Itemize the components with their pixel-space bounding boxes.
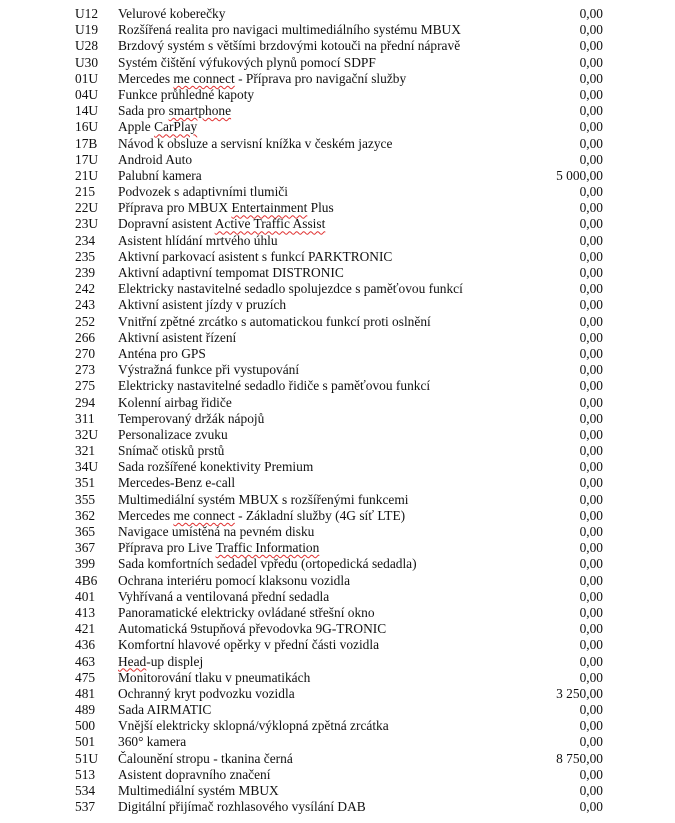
option-description: Aktivní adaptivní tempomat DISTRONIC xyxy=(118,265,344,280)
option-code: 242 xyxy=(75,281,96,297)
equipment-row xyxy=(0,524,675,540)
option-description: Vyhřívaná a ventilovaná přední sedadla xyxy=(118,588,330,604)
equipment-row xyxy=(0,168,675,184)
equipment-row xyxy=(0,751,675,767)
option-price: 0,00 xyxy=(579,718,603,734)
option-code: 17B xyxy=(75,135,98,151)
option-code: 401 xyxy=(75,588,96,604)
equipment-row xyxy=(0,395,675,411)
option-description: Elektricky nastavitelné sedadlo řidiče s paměťovou funkcí xyxy=(118,378,431,394)
option-description: Funkce průhledné kapoty xyxy=(118,86,255,102)
option-description: Head-up displej xyxy=(118,653,204,669)
option-price: 0,00 xyxy=(579,22,603,38)
option-price: 0,00 xyxy=(579,265,603,280)
option-code: 500 xyxy=(75,718,96,734)
spellcheck-flag: Entertainment xyxy=(231,200,308,216)
option-description: Kolenní airbag řidiče xyxy=(118,394,232,410)
option-code: 215 xyxy=(75,184,96,200)
option-description: Vnější elektricky sklopná/výklopná zpětná zrcátka xyxy=(118,718,389,734)
equipment-row xyxy=(0,686,675,702)
option-description: Výstražná funkce při vystupování xyxy=(118,362,300,378)
option-code: 311 xyxy=(75,410,95,426)
option-price: 5 000,00 xyxy=(556,167,603,183)
option-description: Anténa pro GPS xyxy=(118,345,206,361)
option-code: 01U xyxy=(75,70,99,86)
option-price: 0,00 xyxy=(579,281,603,297)
option-price: 0,00 xyxy=(579,70,603,86)
option-price: 0,00 xyxy=(579,313,603,329)
option-price: 0,00 xyxy=(579,184,603,200)
equipment-row xyxy=(0,540,675,556)
option-price: 0,00 xyxy=(579,653,603,669)
option-description: Multimediální systém MBUX xyxy=(118,783,279,798)
option-price: 0,00 xyxy=(579,297,603,313)
option-price: 0,00 xyxy=(579,6,603,21)
equipment-row xyxy=(0,330,675,346)
equipment-row xyxy=(0,637,675,653)
option-code: 501 xyxy=(75,734,96,750)
equipment-row xyxy=(0,670,675,686)
option-price: 0,00 xyxy=(579,232,603,248)
option-description: Elektricky nastavitelné sedadlo spolujezdce s paměťovou funkcí xyxy=(118,281,463,297)
equipment-row xyxy=(0,605,675,621)
option-code: 239 xyxy=(75,265,96,280)
equipment-row xyxy=(0,71,675,87)
option-code: 22U xyxy=(75,200,99,216)
option-code: 23U xyxy=(75,216,99,232)
equipment-row xyxy=(0,136,675,152)
option-code: 252 xyxy=(75,313,96,329)
equipment-row xyxy=(0,362,675,378)
option-code: U19 xyxy=(75,22,99,38)
spellcheck-flag: me connect xyxy=(173,70,235,86)
option-price: 8 750,00 xyxy=(556,750,603,766)
equipment-row xyxy=(0,734,675,750)
option-description: Mercedes me connect - Základní služby (4G síť LTE) xyxy=(118,507,406,523)
equipment-row xyxy=(0,103,675,119)
option-price: 0,00 xyxy=(579,345,603,361)
option-price: 0,00 xyxy=(579,119,603,135)
equipment-row xyxy=(0,718,675,734)
option-code: 362 xyxy=(75,507,96,523)
option-code: 436 xyxy=(75,637,96,653)
equipment-row xyxy=(0,216,675,232)
option-description: Podvozek s adaptivními tlumiči xyxy=(118,184,288,200)
equipment-row xyxy=(0,38,675,54)
equipment-row xyxy=(0,184,675,200)
option-price: 0,00 xyxy=(579,621,603,637)
option-price: 0,00 xyxy=(579,362,603,378)
option-code: U28 xyxy=(75,38,99,54)
option-code: 399 xyxy=(75,556,96,572)
option-price: 3 250,00 xyxy=(556,685,603,701)
option-code: 475 xyxy=(75,669,96,685)
option-code: 273 xyxy=(75,362,96,378)
option-price: 0,00 xyxy=(579,329,603,345)
option-price: 0,00 xyxy=(579,103,603,119)
option-description: Palubní kamera xyxy=(118,167,202,183)
option-description: Komfortní hlavové opěrky v přední části vozidla xyxy=(118,637,380,653)
equipment-row xyxy=(0,492,675,508)
option-price: 0,00 xyxy=(579,766,603,782)
option-description: Sada AIRMATIC xyxy=(118,702,212,718)
option-price: 0,00 xyxy=(579,783,603,798)
option-description: Příprava pro MBUX Entertainment Plus xyxy=(118,200,334,216)
option-code: 481 xyxy=(75,685,96,701)
option-price: 0,00 xyxy=(579,556,603,572)
option-code: 243 xyxy=(75,297,96,313)
option-price: 0,00 xyxy=(579,507,603,523)
option-description: Brzdový systém s většími brzdovými kotouči na přední nápravě xyxy=(118,38,461,54)
option-price: 0,00 xyxy=(579,200,603,216)
option-code: 367 xyxy=(75,540,96,556)
option-code: 534 xyxy=(75,783,96,798)
option-price: 0,00 xyxy=(579,491,603,507)
option-code: 17U xyxy=(75,151,99,167)
option-description: Automatická 9stupňová převodovka 9G-TRONIC xyxy=(118,621,387,637)
option-price: 0,00 xyxy=(579,443,603,459)
option-description: Aktivní asistent řízení xyxy=(118,329,237,345)
option-price: 0,00 xyxy=(579,637,603,653)
option-description: Vnitřní zpětné zrcátko s automatickou funkcí proti oslnění xyxy=(118,313,431,329)
equipment-row xyxy=(0,654,675,670)
equipment-row xyxy=(0,22,675,38)
option-code: 489 xyxy=(75,702,96,718)
equipment-row xyxy=(0,87,675,103)
option-code: 14U xyxy=(75,103,99,119)
equipment-row xyxy=(0,427,675,443)
option-description: Digitální přijímač rozhlasového vysílání DAB xyxy=(118,799,366,815)
option-price: 0,00 xyxy=(579,459,603,475)
equipment-list xyxy=(0,6,675,815)
equipment-row xyxy=(0,152,675,168)
option-description: Systém čištění výfukových plynů pomocí SDPF xyxy=(118,54,376,70)
equipment-row xyxy=(0,200,675,216)
option-price: 0,00 xyxy=(579,524,603,539)
option-code: 537 xyxy=(75,799,96,815)
equipment-row xyxy=(0,346,675,362)
option-description: Asistent hlídání mrtvého úhlu xyxy=(118,232,278,248)
option-code: 16U xyxy=(75,119,99,135)
option-description: Monitorování tlaku v pneumatikách xyxy=(118,669,311,685)
option-code: 21U xyxy=(75,167,99,183)
equipment-row xyxy=(0,314,675,330)
option-price: 0,00 xyxy=(579,799,603,815)
option-code: 355 xyxy=(75,491,96,507)
option-price: 0,00 xyxy=(579,378,603,394)
option-price: 0,00 xyxy=(579,248,603,264)
option-code: U12 xyxy=(75,6,99,21)
option-description: Ochrana interiéru pomocí klaksonu vozidla xyxy=(118,572,351,588)
option-code: 270 xyxy=(75,345,96,361)
option-description: Multimediální systém MBUX s rozšířenými funkcemi xyxy=(118,491,409,507)
option-description: Aktivní asistent jízdy v pruzích xyxy=(118,297,287,313)
option-description: Návod k obsluze a servisní knížka v českém jazyce xyxy=(118,135,393,151)
spellcheck-flag: Active Traffic Assist xyxy=(214,216,326,232)
option-price: 0,00 xyxy=(579,604,603,620)
option-price: 0,00 xyxy=(579,151,603,167)
option-description: Ochranný kryt podvozku vozidla xyxy=(118,685,295,701)
equipment-row xyxy=(0,508,675,524)
equipment-row xyxy=(0,265,675,281)
option-price: 0,00 xyxy=(579,540,603,556)
option-price: 0,00 xyxy=(579,734,603,750)
option-code: 321 xyxy=(75,443,96,459)
option-price: 0,00 xyxy=(579,54,603,70)
option-description: Sada pro smartphone xyxy=(118,103,232,119)
option-price: 0,00 xyxy=(579,669,603,685)
option-code: 421 xyxy=(75,621,96,637)
equipment-row xyxy=(0,556,675,572)
option-description: Dopravní asistent Active Traffic Assist xyxy=(118,216,326,232)
equipment-row xyxy=(0,55,675,71)
option-price: 0,00 xyxy=(579,394,603,410)
option-description: Rozšířená realita pro navigaci multimediálního systému MBUX xyxy=(118,22,461,38)
option-code: 32U xyxy=(75,426,99,442)
option-code: U30 xyxy=(75,54,99,70)
equipment-row xyxy=(0,589,675,605)
option-price: 0,00 xyxy=(579,38,603,54)
equipment-row xyxy=(0,249,675,265)
option-code: 234 xyxy=(75,232,96,248)
equipment-row xyxy=(0,297,675,313)
equipment-row xyxy=(0,459,675,475)
option-description: Apple CarPlay xyxy=(118,119,198,135)
option-code: 04U xyxy=(75,86,99,102)
equipment-row xyxy=(0,783,675,799)
equipment-row xyxy=(0,621,675,637)
option-code: 34U xyxy=(75,459,99,475)
spellcheck-flag: Head xyxy=(118,653,147,669)
spellcheck-flag: Traffic Information xyxy=(215,540,320,556)
option-description: Asistent dopravního značení xyxy=(118,766,271,782)
spellcheck-flag: me connect xyxy=(173,507,235,523)
option-description: Sada komfortních sedadel vpředu (ortopedická sedadla) xyxy=(118,556,417,572)
option-code: 266 xyxy=(75,329,96,345)
option-description: Čalounění stropu - tkanina černá xyxy=(118,750,293,766)
option-price: 0,00 xyxy=(579,572,603,588)
option-code: 294 xyxy=(75,394,96,410)
option-description: Mercedes-Benz e-call xyxy=(118,475,236,491)
option-price: 0,00 xyxy=(579,86,603,102)
equipment-row xyxy=(0,6,675,22)
option-description: Personalizace zvuku xyxy=(118,426,228,442)
option-code: 463 xyxy=(75,653,96,669)
option-price: 0,00 xyxy=(579,702,603,718)
equipment-row xyxy=(0,702,675,718)
option-description: Sada rozšířené konektivity Premium xyxy=(118,459,314,475)
option-description: Velurové koberečky xyxy=(118,6,226,21)
option-code: 4B6 xyxy=(75,572,98,588)
equipment-row xyxy=(0,378,675,394)
option-description: Android Auto xyxy=(118,151,193,167)
equipment-row xyxy=(0,799,675,815)
option-code: 365 xyxy=(75,524,96,539)
equipment-row xyxy=(0,443,675,459)
equipment-row xyxy=(0,233,675,249)
spellcheck-flag: smartphone xyxy=(168,103,232,119)
option-description: Navigace umístěná na pevném disku xyxy=(118,524,315,539)
option-price: 0,00 xyxy=(579,588,603,604)
option-code: 513 xyxy=(75,766,96,782)
equipment-row xyxy=(0,411,675,427)
option-code: 235 xyxy=(75,248,96,264)
equipment-row xyxy=(0,767,675,783)
option-price: 0,00 xyxy=(579,475,603,491)
spellcheck-flag: CarPlay xyxy=(154,119,198,135)
option-description: Panoramatické elektricky ovládané střešní okno xyxy=(118,604,375,620)
option-code: 51U xyxy=(75,750,99,766)
option-code: 275 xyxy=(75,378,96,394)
equipment-row xyxy=(0,119,675,135)
option-description: 360° kamera xyxy=(118,734,187,750)
option-description: Temperovaný držák nápojů xyxy=(118,410,265,426)
option-code: 351 xyxy=(75,475,96,491)
option-code: 413 xyxy=(75,604,96,620)
option-description: Snímač otisků prstů xyxy=(118,443,225,459)
option-price: 0,00 xyxy=(579,426,603,442)
option-description: Aktivní parkovací asistent s funkcí PARKTRONIC xyxy=(118,248,393,264)
option-description: Mercedes me connect - Příprava pro navigační služby xyxy=(118,70,407,86)
option-price: 0,00 xyxy=(579,216,603,232)
equipment-row xyxy=(0,281,675,297)
equipment-row xyxy=(0,475,675,491)
option-price: 0,00 xyxy=(579,410,603,426)
option-price: 0,00 xyxy=(579,135,603,151)
option-description: Příprava pro Live Traffic Information xyxy=(118,540,320,556)
equipment-row xyxy=(0,573,675,589)
